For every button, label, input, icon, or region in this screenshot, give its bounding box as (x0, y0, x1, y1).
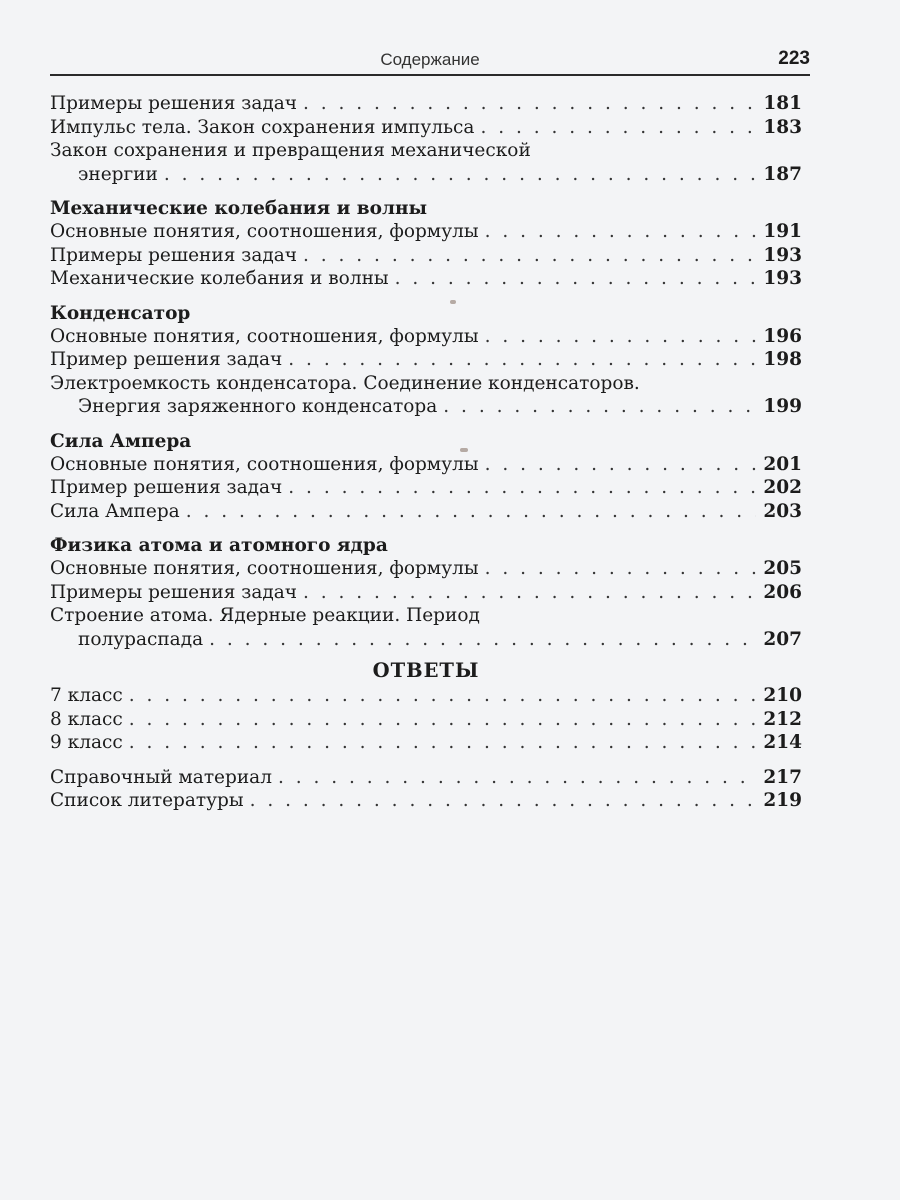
toc-entry-title: Основные понятия, соотношения, формулы (50, 453, 479, 475)
toc-entry (50, 731, 802, 755)
section-heading: Конденсатор (50, 302, 191, 324)
toc-entry-title: Примеры решения задач (50, 93, 298, 114)
toc-entry (50, 766, 802, 790)
running-header (50, 50, 810, 76)
toc-entry-title-line2: полураспада (78, 628, 204, 650)
leader-dots (164, 163, 756, 187)
toc-entry-wrapped (50, 604, 802, 651)
answers-heading: ОТВЕТЫ (372, 659, 480, 682)
toc-entry-page: 205 (763, 558, 802, 579)
toc-entry-title: Импульс тела. Закон сохранения импульса (50, 116, 475, 138)
toc-entry (50, 92, 802, 116)
toc-entry-title: Справочный материал (50, 766, 272, 788)
toc-entry-page: 199 (763, 396, 802, 417)
toc-entry-page: 207 (763, 628, 802, 650)
leader-dots (485, 220, 756, 244)
toc-entry-page: 187 (763, 163, 802, 185)
toc-entry-title-line1: Электроемкость конденсатора. Соединение конденсаторов. (50, 372, 640, 394)
leader-dots (129, 708, 756, 732)
toc-entry (50, 325, 802, 349)
page-number: 223 (778, 48, 810, 69)
toc-entry (50, 557, 802, 581)
leader-dots (288, 476, 756, 500)
leader-dots (485, 557, 756, 581)
print-speck (450, 300, 456, 304)
toc-entry (50, 684, 802, 708)
toc-entry-title: Основные понятия, соотношения, формулы (50, 221, 479, 242)
leader-dots (480, 116, 756, 140)
toc-entry-page: 201 (763, 453, 802, 475)
toc-section-answers (50, 658, 802, 755)
toc-entry-page: 196 (763, 325, 802, 347)
toc-section-oscillations (50, 197, 802, 291)
toc-entry-title: 9 класс (50, 732, 123, 753)
toc-entry-page: 203 (763, 500, 802, 522)
leader-dots (186, 500, 756, 524)
toc-entry-title: 8 класс (50, 708, 123, 730)
toc-entry (50, 581, 802, 605)
toc-group-momentum (50, 92, 802, 186)
header-title: Содержание (380, 50, 480, 69)
leader-dots (443, 395, 756, 419)
leader-dots (278, 766, 756, 790)
toc-entry (50, 500, 802, 524)
toc-entry (50, 348, 802, 372)
toc-entry-page: 202 (763, 477, 802, 498)
toc-entry-title: Пример решения задач (50, 477, 283, 498)
leader-dots (485, 453, 756, 477)
toc-entry (50, 220, 802, 244)
leader-dots (129, 684, 756, 708)
toc-entry (50, 244, 802, 268)
table-of-contents (50, 92, 802, 824)
toc-entry-page: 193 (763, 244, 802, 266)
toc-entry-title: Основные понятия, соотношения, формулы (50, 325, 479, 347)
toc-entry-page: 219 (763, 790, 802, 811)
toc-section-ampere (50, 430, 802, 524)
leader-dots (485, 325, 756, 349)
toc-entry (50, 116, 802, 140)
toc-entry-title: Список литературы (50, 790, 244, 811)
leader-dots (303, 581, 756, 605)
toc-entry (50, 476, 802, 500)
toc-entry-title-line1: Строение атома. Ядерные реакции. Период (50, 605, 480, 626)
toc-entry-wrapped (50, 372, 802, 419)
toc-entry-wrapped (50, 139, 802, 186)
toc-entry-title-line2: Энергия заряженного конденсатора (78, 396, 438, 417)
toc-tail (50, 766, 802, 813)
toc-entry-title: 7 класс (50, 685, 123, 706)
leader-dots (395, 267, 756, 291)
section-heading: Физика атома и атомного ядра (50, 535, 388, 556)
section-heading: Механические колебания и волны (50, 198, 428, 219)
leader-dots (303, 92, 756, 116)
leader-dots (209, 628, 756, 652)
toc-entry-title-line1: Закон сохранения и превращения механической (50, 140, 531, 161)
toc-entry-page: 183 (763, 116, 802, 138)
leader-dots (303, 244, 756, 268)
toc-entry-title: Основные понятия, соотношения, формулы (50, 558, 479, 579)
toc-entry-page: 206 (763, 581, 802, 603)
toc-entry (50, 789, 802, 813)
toc-section-capacitor (50, 302, 802, 419)
section-heading: Сила Ампера (50, 430, 192, 452)
toc-section-atomic (50, 534, 802, 651)
toc-entry-page: 193 (763, 268, 802, 289)
toc-entry (50, 453, 802, 477)
toc-entry-title: Сила Ампера (50, 500, 180, 522)
toc-entry-title: Примеры решения задач (50, 244, 298, 266)
toc-entry-page: 214 (763, 732, 802, 753)
toc-entry-page: 210 (763, 685, 802, 706)
toc-entry (50, 708, 802, 732)
toc-entry-title: Пример решения задач (50, 349, 283, 370)
toc-entry-page: 217 (763, 766, 802, 788)
toc-entry-page: 212 (763, 708, 802, 730)
toc-entry (50, 267, 802, 291)
leader-dots (129, 731, 756, 755)
toc-entry-page: 191 (763, 221, 802, 242)
toc-entry-title: Механические колебания и волны (50, 268, 389, 289)
toc-entry-page: 181 (763, 93, 802, 114)
toc-entry-page: 198 (763, 349, 802, 370)
print-speck (460, 448, 468, 452)
leader-dots (250, 789, 756, 813)
toc-entry-title: Примеры решения задач (50, 581, 298, 603)
toc-entry-title-line2: энергии (78, 163, 158, 185)
leader-dots (288, 348, 756, 372)
